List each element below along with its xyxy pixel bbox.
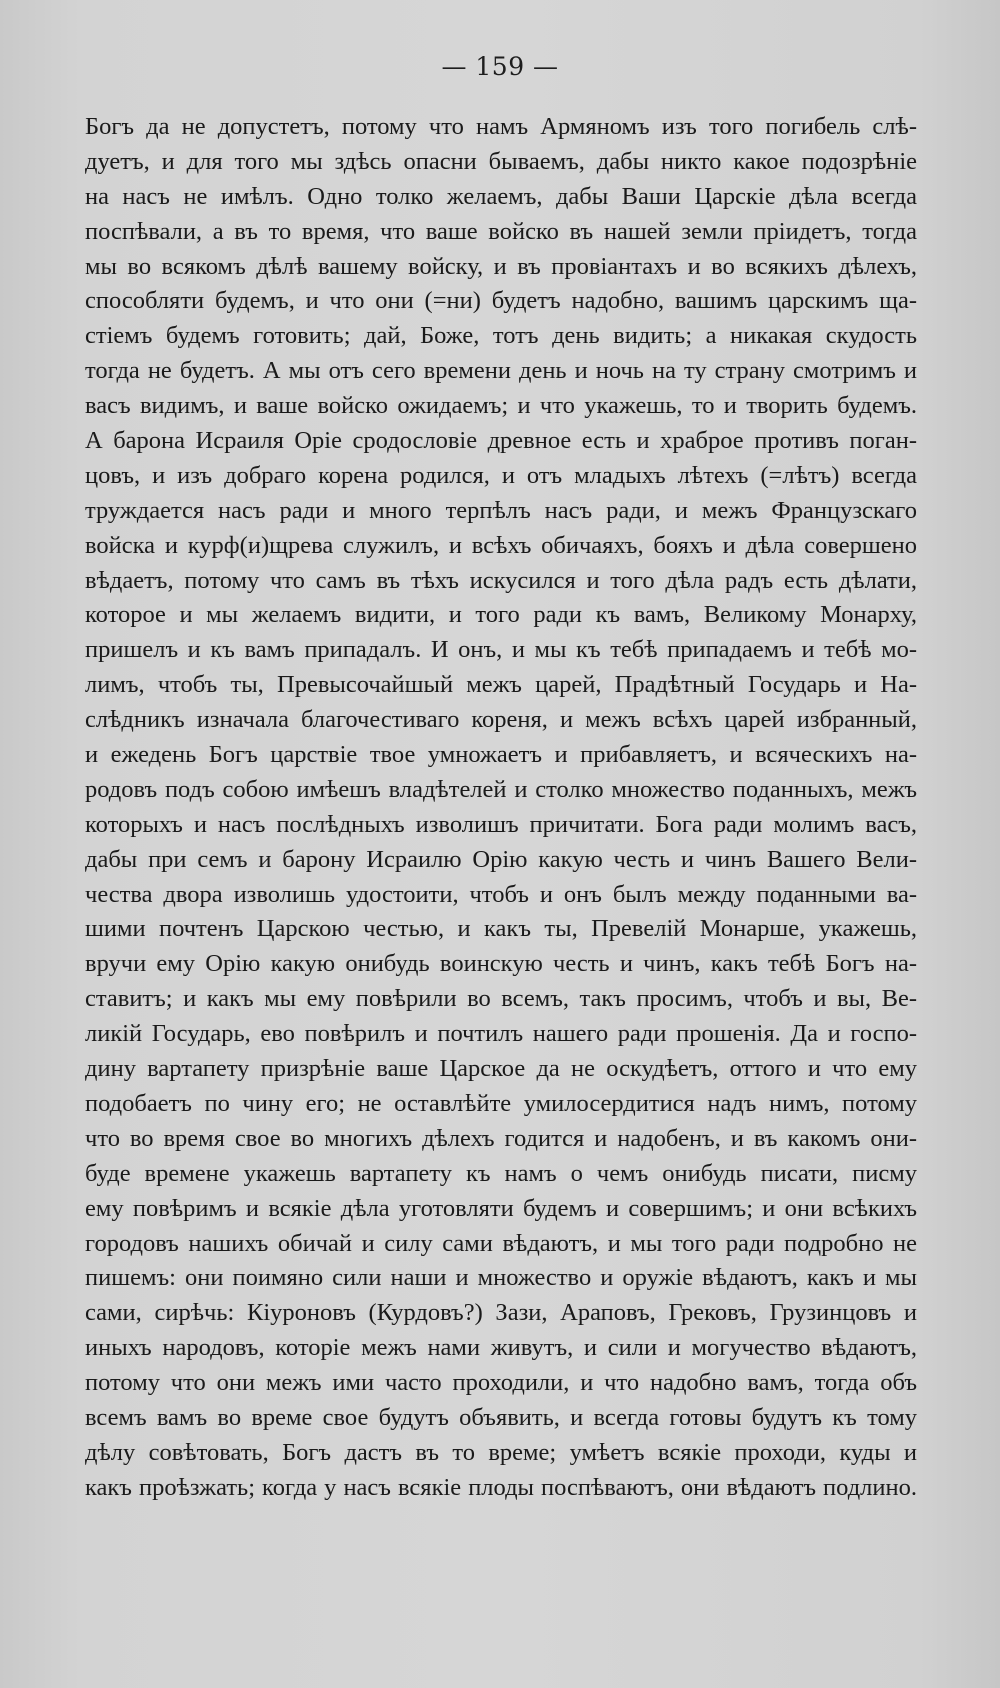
text-line: всемъ вамъ во време свое будутъ объявить, и всегда готовы будутъ къ тому	[85, 1403, 917, 1431]
text-line: которое и мы желаемъ видити, и того ради къ вамъ, Великому Монарху,	[85, 601, 917, 629]
text-line: войска и курф(и)щрева служилъ, и всѣхъ обичаяхъ, бояхъ и дѣла совершено	[85, 531, 917, 559]
text-line: васъ видимъ, и ваше войско ожидаемъ; и что укажешь, то и творить будемъ.	[85, 392, 917, 420]
text-line: лимъ, чтобъ ты, Превысочайшый межъ царей, Прадѣтный Государь и На-	[85, 671, 917, 699]
text-line: труждается насъ ради и много терпѣлъ насъ ради, и межъ Французскаго	[85, 496, 917, 524]
text-line: потому что они межъ ими часто проходили, и что надобно вамъ, тогда объ	[85, 1369, 917, 1397]
text-line: дуетъ, и для того мы здѣсь опасни бываемъ, дабы никто какое подозрѣніе	[85, 147, 917, 175]
text-line: ему повѣримъ и всякіе дѣла уготовляти будемъ и совершимъ; и они всѣкихъ	[85, 1194, 917, 1222]
text-line: способляти будемъ, и что они (=ни) будетъ надобно, вашимъ царскимъ ща-	[85, 287, 917, 315]
text-line: стіемъ будемъ готовить; дай, Боже, тотъ день видить; а никакая скудость	[85, 322, 917, 350]
text-line: родовъ подъ собою имѣешъ владѣтелей и столко множество поданныхъ, межъ	[85, 775, 917, 803]
text-line: пишемъ: они поимяно сили наши и множество и оружіе вѣдаютъ, какъ и мы	[85, 1264, 917, 1292]
text-line: буде времене укажешь вартапету къ намъ о чемъ онибудь писати, писму	[85, 1159, 917, 1187]
text-line: которыхъ и насъ послѣдныхъ изволишъ причитати. Бога ради молимъ васъ,	[85, 810, 917, 838]
text-line: и ежедень Богъ царствіе твое умножаетъ и прибавляетъ, и всяческихъ на-	[85, 741, 917, 769]
text-line: вѣдаетъ, потому что самъ въ тѣхъ искусился и того дѣла радъ есть дѣлати,	[85, 566, 917, 594]
text-line: на насъ не имѣлъ. Одно толко желаемъ, дабы Ваши Царскіе дѣла всегда	[85, 182, 917, 210]
text-line: сами, сирѣчь: Кіуроновъ (Курдовъ?) Зази, Араповъ, Грековъ, Грузинцовъ и	[85, 1299, 917, 1327]
text-line: тогда не будетъ. А мы отъ сего времени день и ночь на ту страну смотримъ и	[85, 357, 917, 385]
text-line: вручи ему Орію какую онибудь воинскую честь и чинъ, какъ тебѣ Богъ на-	[85, 950, 917, 978]
text-line: дѣлу совѣтовать, Богъ дастъ въ то време; умѣетъ всякіе проходи, куды и	[85, 1438, 917, 1466]
text-line: А барона Исраиля Оріе сродословіе древное есть и храброе противъ поган-	[85, 427, 917, 455]
body-text	[85, 110, 917, 1506]
text-line: чества двора изволишь удостоити, чтобъ и онъ былъ между поданными ва-	[85, 880, 917, 908]
text-line: какъ проѣзжать; когда у насъ всякіе плоды поспѣваютъ, они вѣдаютъ подлино.	[85, 1473, 917, 1501]
text-line: мы во всякомъ дѣлѣ вашему войску, и въ провіантахъ и во всякихъ дѣлехъ,	[85, 252, 917, 280]
text-line: городовъ нашихъ обичай и силу сами вѣдаютъ, и мы того ради подробно не	[85, 1229, 917, 1257]
text-line: дину вартапету призрѣніе ваше Царское да не оскудѣетъ, оттого и что ему	[85, 1055, 917, 1083]
text-line: подобаетъ по чину его; не оставлѣйте умилосердитися надъ нимъ, потому	[85, 1089, 917, 1117]
text-line: иныхъ народовъ, которіе межъ нами живутъ, и сили и могучество вѣдаютъ,	[85, 1334, 917, 1362]
text-line: поспѣвали, а въ то время, что ваше войско въ нашей земли пріидетъ, тогда	[85, 217, 917, 245]
text-line: Богъ да не допустетъ, потому что намъ Армяномъ изъ того погибель слѣ-	[85, 113, 917, 140]
text-line: что во время свое во многихъ дѣлехъ годится и надобенъ, и въ какомъ они-	[85, 1124, 917, 1152]
text-line: ликій Государь, ево повѣрилъ и почтилъ нашего ради прошенія. Да и госпо-	[85, 1020, 917, 1048]
page-number: — 159 —	[441, 52, 559, 81]
text-line: ставитъ; и какъ мы ему повѣрили во всемъ, такъ просимъ, чтобъ и вы, Ве-	[85, 985, 917, 1013]
text-line: цовъ, и изъ добраго корена родился, и отъ младыхъ лѣтехъ (=лѣтъ) всегда	[85, 461, 917, 489]
text-line: слѣдникъ изначала благочестиваго кореня, и межъ всѣхъ царей избранный,	[85, 706, 917, 734]
text-line: шими почтенъ Царскою честью, и какъ ты, Превелій Монарше, укажешь,	[85, 915, 917, 943]
text-line: дабы при семъ и барону Исраилю Орію какую честь и чинъ Вашего Вели-	[85, 845, 917, 873]
text-line: пришелъ и къ вамъ припадалъ. И онъ, и мы къ тебѣ припадаемъ и тебѣ мо-	[85, 636, 917, 664]
